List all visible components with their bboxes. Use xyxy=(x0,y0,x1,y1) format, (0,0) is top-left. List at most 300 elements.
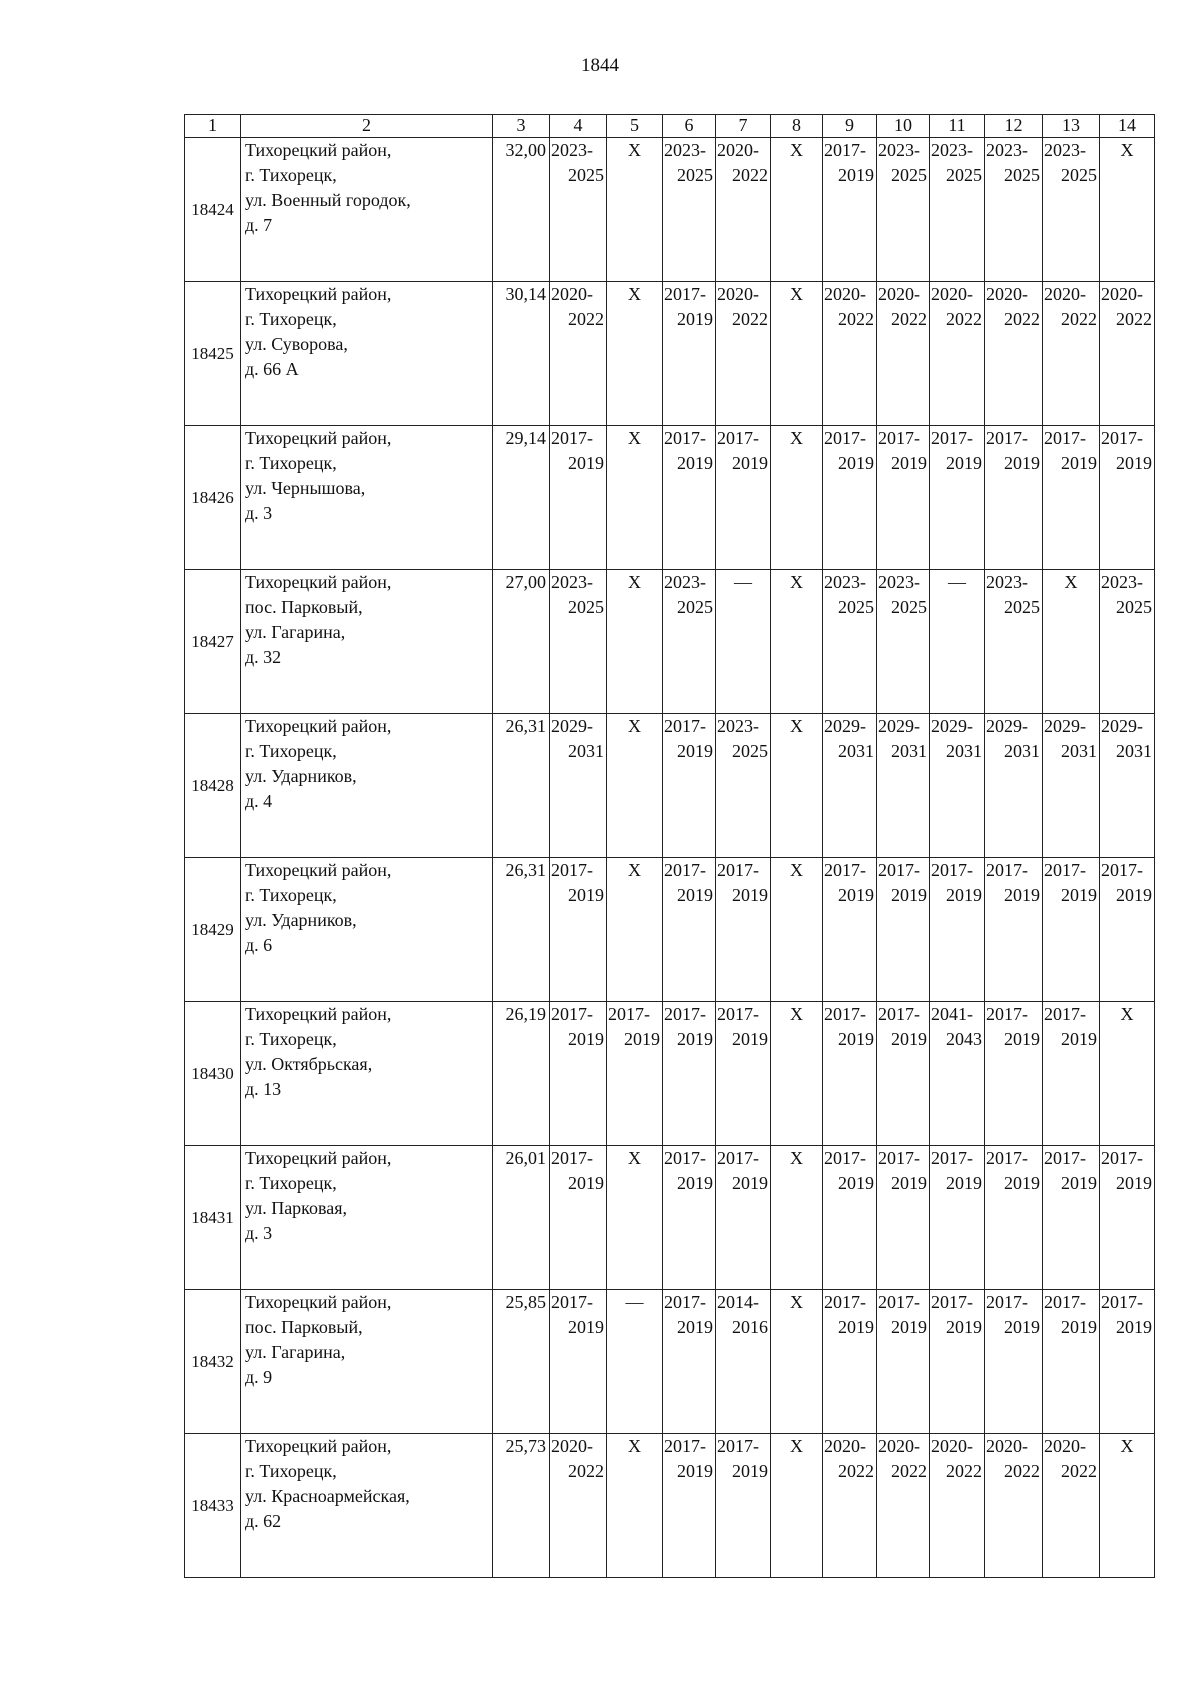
address-line: д. 4 xyxy=(245,791,273,811)
table-row xyxy=(185,138,1155,282)
period-end: 2019 xyxy=(568,1317,604,1337)
period-end: 2022 xyxy=(946,309,982,329)
period-end: 2025 xyxy=(568,597,604,617)
period-cell xyxy=(716,714,771,858)
address-line: ул. Ударников, xyxy=(245,766,357,786)
period-cell xyxy=(823,1002,877,1146)
period-start: 2023- xyxy=(664,572,706,592)
period-end: 2019 xyxy=(677,1461,713,1481)
period-cell xyxy=(663,138,716,282)
period-start: 2017- xyxy=(986,428,1028,448)
address-line: Тихорецкий район, xyxy=(245,1004,392,1024)
address-line: Тихорецкий район, xyxy=(245,716,392,736)
address-line: д. 13 xyxy=(245,1079,282,1099)
period-cell xyxy=(663,1002,716,1146)
address-cell xyxy=(241,1146,493,1290)
period-end: 2022 xyxy=(568,1461,604,1481)
table-row xyxy=(185,570,1155,714)
period-start: 2017- xyxy=(1044,428,1086,448)
period-start: 2017- xyxy=(717,1004,759,1024)
period-cell: X xyxy=(1100,138,1155,282)
period-end: 2019 xyxy=(1116,453,1152,473)
period-cell xyxy=(550,858,607,1002)
period-end: 2019 xyxy=(677,1173,713,1193)
period-cell xyxy=(550,138,607,282)
table-row xyxy=(185,714,1155,858)
period-start: 2023- xyxy=(1101,572,1143,592)
period-cell: X xyxy=(771,1290,823,1434)
period-end: 2025 xyxy=(891,597,927,617)
row-number: 18433 xyxy=(185,1434,241,1578)
period-start: 2017- xyxy=(664,428,706,448)
period-cell xyxy=(1100,1290,1155,1434)
row-number: 18425 xyxy=(185,282,241,426)
period-start: 2029- xyxy=(931,716,973,736)
period-end: 2025 xyxy=(946,165,982,185)
column-header: 5 xyxy=(607,115,663,138)
address-line: ул. Военный городок, xyxy=(245,190,411,210)
area-cell: 29,14 xyxy=(493,426,550,570)
period-cell xyxy=(663,858,716,1002)
row-number: 18424 xyxy=(185,138,241,282)
period-cell xyxy=(663,1146,716,1290)
period-end: 2022 xyxy=(838,309,874,329)
column-header: 10 xyxy=(877,115,930,138)
period-start: 2017- xyxy=(717,428,759,448)
period-end: 2025 xyxy=(677,165,713,185)
period-end: 2022 xyxy=(1061,1461,1097,1481)
period-cell xyxy=(1043,1434,1100,1578)
period-start: 2017- xyxy=(986,1148,1028,1168)
period-end: 2019 xyxy=(838,453,874,473)
period-cell xyxy=(716,426,771,570)
row-number: 18429 xyxy=(185,858,241,1002)
period-start: 2017- xyxy=(824,1004,866,1024)
period-cell xyxy=(716,1146,771,1290)
period-end: 2019 xyxy=(677,309,713,329)
period-cell xyxy=(930,1290,985,1434)
period-cell: X xyxy=(771,1146,823,1290)
period-cell xyxy=(930,714,985,858)
period-start: 2017- xyxy=(717,860,759,880)
period-start: 2023- xyxy=(1044,140,1086,160)
address-line: ул. Парковая, xyxy=(245,1198,348,1218)
period-cell xyxy=(823,714,877,858)
period-start: 2017- xyxy=(664,1148,706,1168)
period-end: 2025 xyxy=(1116,597,1152,617)
period-end: 2019 xyxy=(624,1029,660,1049)
period-cell xyxy=(877,138,930,282)
period-cell xyxy=(663,426,716,570)
address-line: д. 62 xyxy=(245,1511,282,1531)
period-cell: X xyxy=(607,426,663,570)
period-start: 2017- xyxy=(931,860,973,880)
period-cell xyxy=(550,1290,607,1434)
period-end: 2019 xyxy=(677,741,713,761)
period-cell: X xyxy=(771,858,823,1002)
period-cell: X xyxy=(771,138,823,282)
period-end: 2025 xyxy=(891,165,927,185)
period-cell xyxy=(823,138,877,282)
period-start: 2017- xyxy=(664,716,706,736)
period-start: 2017- xyxy=(1044,1292,1086,1312)
table-row xyxy=(185,858,1155,1002)
period-start: 2023- xyxy=(717,716,759,736)
period-cell: X xyxy=(771,282,823,426)
row-number: 18428 xyxy=(185,714,241,858)
column-header: 1 xyxy=(185,115,241,138)
period-end: 2031 xyxy=(568,741,604,761)
period-start: 2017- xyxy=(986,860,1028,880)
table-body xyxy=(185,115,1155,1578)
period-cell: X xyxy=(1100,1434,1155,1578)
period-end: 2019 xyxy=(891,885,927,905)
period-cell xyxy=(930,1434,985,1578)
period-start: 2020- xyxy=(878,284,920,304)
period-end: 2019 xyxy=(732,1029,768,1049)
period-cell xyxy=(985,570,1043,714)
period-cell xyxy=(663,1290,716,1434)
address-line: ул. Октябрьская, xyxy=(245,1054,373,1074)
period-start: 2023- xyxy=(551,140,593,160)
period-cell xyxy=(877,426,930,570)
period-cell xyxy=(930,1002,985,1146)
period-cell xyxy=(550,1434,607,1578)
address-cell xyxy=(241,138,493,282)
period-cell: X xyxy=(607,858,663,1002)
period-end: 2019 xyxy=(1116,1317,1152,1337)
period-cell xyxy=(1043,1290,1100,1434)
period-start: 2017- xyxy=(931,1148,973,1168)
address-cell xyxy=(241,714,493,858)
address-line: ул. Гагарина, xyxy=(245,622,346,642)
period-end: 2019 xyxy=(946,1317,982,1337)
period-end: 2019 xyxy=(1004,1317,1040,1337)
period-end: 2031 xyxy=(1061,741,1097,761)
address-cell xyxy=(241,858,493,1002)
period-start: 2017- xyxy=(1044,1148,1086,1168)
period-start: 2020- xyxy=(986,284,1028,304)
address-line: пос. Парковый, xyxy=(245,1317,363,1337)
column-header: 14 xyxy=(1100,115,1155,138)
address-cell xyxy=(241,1434,493,1578)
period-start: 2017- xyxy=(931,1292,973,1312)
period-end: 2019 xyxy=(568,885,604,905)
period-end: 2019 xyxy=(838,885,874,905)
period-start: 2017- xyxy=(1044,1004,1086,1024)
column-header: 12 xyxy=(985,115,1043,138)
table-row xyxy=(185,1290,1155,1434)
period-end: 2019 xyxy=(891,1029,927,1049)
period-start: 2023- xyxy=(986,572,1028,592)
period-cell xyxy=(1043,426,1100,570)
period-cell xyxy=(823,1146,877,1290)
period-start: 2017- xyxy=(664,1004,706,1024)
period-start: 2020- xyxy=(1044,284,1086,304)
period-cell xyxy=(877,1434,930,1578)
address-line: г. Тихорецк, xyxy=(245,1173,337,1193)
period-cell xyxy=(877,858,930,1002)
period-cell xyxy=(930,138,985,282)
period-end: 2019 xyxy=(732,1173,768,1193)
period-start: 2017- xyxy=(824,860,866,880)
period-end: 2031 xyxy=(1116,741,1152,761)
period-cell xyxy=(1100,714,1155,858)
period-end: 2019 xyxy=(838,1173,874,1193)
address-line: г. Тихорецк, xyxy=(245,885,337,905)
period-start: 2029- xyxy=(986,716,1028,736)
period-start: 2017- xyxy=(717,1148,759,1168)
table-row xyxy=(185,1146,1155,1290)
area-cell: 26,19 xyxy=(493,1002,550,1146)
address-line: Тихорецкий район, xyxy=(245,428,392,448)
period-end: 2019 xyxy=(568,1029,604,1049)
period-cell xyxy=(877,570,930,714)
period-end: 2019 xyxy=(891,1317,927,1337)
period-end: 2019 xyxy=(838,165,874,185)
period-cell xyxy=(550,1146,607,1290)
period-start: 2017- xyxy=(824,140,866,160)
row-number: 18426 xyxy=(185,426,241,570)
period-cell xyxy=(823,1290,877,1434)
area-cell: 30,14 xyxy=(493,282,550,426)
period-end: 2025 xyxy=(838,597,874,617)
page-number: 1844 xyxy=(581,55,619,76)
period-cell xyxy=(985,138,1043,282)
period-start: 2020- xyxy=(551,284,593,304)
period-cell xyxy=(1100,858,1155,1002)
period-start: 2020- xyxy=(824,1436,866,1456)
period-cell xyxy=(1043,138,1100,282)
period-start: 2017- xyxy=(551,428,593,448)
address-line: ул. Ударников, xyxy=(245,910,357,930)
period-end: 2019 xyxy=(1061,1317,1097,1337)
address-line: д. 32 xyxy=(245,647,282,667)
address-line: Тихорецкий район, xyxy=(245,284,392,304)
period-cell: X xyxy=(607,570,663,714)
address-line: Тихорецкий район, xyxy=(245,1436,392,1456)
period-cell xyxy=(550,426,607,570)
address-line: г. Тихорецк, xyxy=(245,1461,337,1481)
period-end: 2022 xyxy=(946,1461,982,1481)
period-start: 2020- xyxy=(931,284,973,304)
period-cell xyxy=(930,858,985,1002)
period-cell: X xyxy=(607,1434,663,1578)
address-line: ул. Суворова, xyxy=(245,334,348,354)
period-cell: X xyxy=(771,714,823,858)
period-cell xyxy=(550,282,607,426)
period-end: 2019 xyxy=(1061,453,1097,473)
period-start: 2023- xyxy=(551,572,593,592)
period-end: 2019 xyxy=(1004,453,1040,473)
period-end: 2019 xyxy=(1004,1173,1040,1193)
period-start: 2020- xyxy=(1044,1436,1086,1456)
period-cell xyxy=(663,282,716,426)
period-cell xyxy=(607,1002,663,1146)
column-header: 4 xyxy=(550,115,607,138)
period-cell xyxy=(930,426,985,570)
period-end: 2025 xyxy=(1004,597,1040,617)
row-number: 18431 xyxy=(185,1146,241,1290)
period-cell xyxy=(550,1002,607,1146)
period-cell xyxy=(985,858,1043,1002)
period-start: 2029- xyxy=(824,716,866,736)
period-start: 2017- xyxy=(551,1004,593,1024)
area-cell: 25,85 xyxy=(493,1290,550,1434)
row-number: 18432 xyxy=(185,1290,241,1434)
period-start: 2017- xyxy=(931,428,973,448)
period-end: 2019 xyxy=(1004,1029,1040,1049)
period-end: 2019 xyxy=(677,885,713,905)
period-cell xyxy=(877,714,930,858)
period-cell xyxy=(823,282,877,426)
period-end: 2031 xyxy=(891,741,927,761)
area-cell: 26,01 xyxy=(493,1146,550,1290)
period-start: 2029- xyxy=(1044,716,1086,736)
period-end: 2022 xyxy=(891,1461,927,1481)
period-cell xyxy=(1100,1146,1155,1290)
period-end: 2019 xyxy=(1061,1173,1097,1193)
period-cell xyxy=(823,1434,877,1578)
period-cell: — xyxy=(930,570,985,714)
period-end: 2019 xyxy=(1004,885,1040,905)
period-end: 2019 xyxy=(568,453,604,473)
address-line: д. 7 xyxy=(245,215,273,235)
period-end: 2019 xyxy=(1116,885,1152,905)
period-start: 2023- xyxy=(824,572,866,592)
period-end: 2022 xyxy=(838,1461,874,1481)
period-start: 2017- xyxy=(986,1004,1028,1024)
address-line: г. Тихорецк, xyxy=(245,453,337,473)
period-start: 2017- xyxy=(824,428,866,448)
period-end: 2019 xyxy=(1116,1173,1152,1193)
period-cell xyxy=(877,1290,930,1434)
period-start: 2029- xyxy=(878,716,920,736)
period-cell xyxy=(877,1146,930,1290)
period-cell: X xyxy=(607,138,663,282)
period-cell: X xyxy=(607,282,663,426)
address-cell xyxy=(241,426,493,570)
header-row xyxy=(185,115,1155,138)
period-end: 2019 xyxy=(732,885,768,905)
period-cell: X xyxy=(771,1002,823,1146)
period-start: 2017- xyxy=(986,1292,1028,1312)
period-cell xyxy=(930,282,985,426)
period-start: 2020- xyxy=(878,1436,920,1456)
period-start: 2017- xyxy=(1101,1148,1143,1168)
period-cell xyxy=(1043,1146,1100,1290)
period-end: 2019 xyxy=(677,453,713,473)
period-end: 2019 xyxy=(946,453,982,473)
table-row xyxy=(185,1002,1155,1146)
period-start: 2017- xyxy=(824,1292,866,1312)
address-line: Тихорецкий район, xyxy=(245,1148,392,1168)
period-start: 2017- xyxy=(664,284,706,304)
period-end: 2019 xyxy=(568,1173,604,1193)
period-cell: X xyxy=(607,714,663,858)
address-line: Тихорецкий район, xyxy=(245,572,392,592)
period-cell xyxy=(663,570,716,714)
period-end: 2019 xyxy=(946,885,982,905)
housing-register-table xyxy=(184,114,1155,1578)
period-cell xyxy=(877,282,930,426)
period-start: 2029- xyxy=(551,716,593,736)
period-cell xyxy=(1043,1002,1100,1146)
address-line: д. 66 А xyxy=(245,359,299,379)
address-line: д. 3 xyxy=(245,1223,273,1243)
period-cell xyxy=(930,1146,985,1290)
period-cell xyxy=(985,1434,1043,1578)
period-end: 2022 xyxy=(1004,1461,1040,1481)
period-cell xyxy=(550,570,607,714)
period-start: 2017- xyxy=(1101,1292,1143,1312)
period-start: 2029- xyxy=(1101,716,1143,736)
period-cell xyxy=(1100,570,1155,714)
address-line: ул. Красноармейская, xyxy=(245,1486,410,1506)
period-start: 2017- xyxy=(878,860,920,880)
table-row xyxy=(185,282,1155,426)
period-cell: X xyxy=(607,1146,663,1290)
period-cell xyxy=(985,1290,1043,1434)
period-end: 2025 xyxy=(677,597,713,617)
period-end: 2019 xyxy=(732,453,768,473)
period-cell xyxy=(823,426,877,570)
column-header: 2 xyxy=(241,115,493,138)
period-start: 2020- xyxy=(931,1436,973,1456)
period-end: 2022 xyxy=(732,309,768,329)
period-cell xyxy=(985,1002,1043,1146)
period-cell xyxy=(663,1434,716,1578)
period-cell xyxy=(663,714,716,858)
period-end: 2019 xyxy=(838,1029,874,1049)
period-end: 2025 xyxy=(568,165,604,185)
period-start: 2017- xyxy=(551,1148,593,1168)
address-line: г. Тихорецк, xyxy=(245,165,337,185)
address-line: д. 3 xyxy=(245,503,273,523)
period-start: 2023- xyxy=(931,140,973,160)
address-line: г. Тихорецк, xyxy=(245,309,337,329)
period-start: 2017- xyxy=(717,1436,759,1456)
period-end: 2022 xyxy=(1061,309,1097,329)
period-start: 2020- xyxy=(824,284,866,304)
period-cell xyxy=(716,1002,771,1146)
period-cell xyxy=(985,714,1043,858)
address-cell xyxy=(241,282,493,426)
period-start: 2017- xyxy=(878,1292,920,1312)
column-header: 13 xyxy=(1043,115,1100,138)
period-start: 2017- xyxy=(664,1436,706,1456)
column-header: 6 xyxy=(663,115,716,138)
period-cell xyxy=(1043,282,1100,426)
table-row xyxy=(185,426,1155,570)
period-end: 2022 xyxy=(1004,309,1040,329)
period-cell xyxy=(823,570,877,714)
period-end: 2019 xyxy=(677,1317,713,1337)
period-end: 2031 xyxy=(1004,741,1040,761)
column-header: 8 xyxy=(771,115,823,138)
period-start: 2017- xyxy=(551,860,593,880)
period-end: 2022 xyxy=(891,309,927,329)
period-start: 2017- xyxy=(664,1292,706,1312)
row-number: 18430 xyxy=(185,1002,241,1146)
period-end: 2031 xyxy=(946,741,982,761)
period-start: 2017- xyxy=(1101,428,1143,448)
address-line: Тихорецкий район, xyxy=(245,140,392,160)
period-start: 2020- xyxy=(1101,284,1143,304)
period-end: 2019 xyxy=(946,1173,982,1193)
period-cell xyxy=(823,858,877,1002)
period-cell xyxy=(550,714,607,858)
